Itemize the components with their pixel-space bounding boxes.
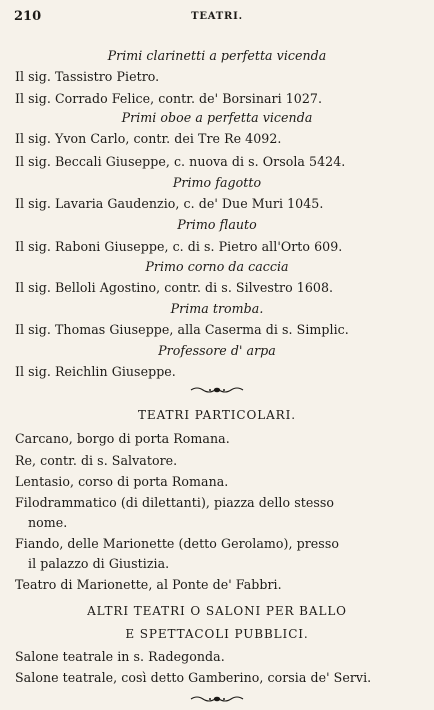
page-header [14, 6, 420, 28]
section-heading: Prima tromba. [170, 301, 264, 316]
body-line: Salone teatrale, così detto Gamberino, corsia de' Servi. [15, 670, 372, 685]
body-line: Il sig. Lavaria Gaudenzio, c. de' Due Muri 1045. [15, 196, 324, 211]
body-line: Il sig. Raboni Giuseppe, c. di s. Pietro all'Orto 609. [15, 239, 343, 254]
body-line: Teatro di Marionette, al Ponte de' Fabbri. [15, 577, 282, 592]
body-line: Il sig. Corrado Felice, contr. de' Borsinari 1027. [15, 91, 323, 106]
section-heading: Primi clarinetti a perfetta vicenda [107, 48, 327, 63]
running-head: TEATRI. [191, 11, 243, 22]
section-heading: Primo fagotto [172, 175, 262, 190]
body-line: Il sig. Beccali Giuseppe, c. nuova di s. Orsola 5424. [15, 154, 346, 169]
section-heading: ALTRI TEATRI O SALONI PER BALLO [87, 604, 347, 618]
body-line: Re, contr. di s. Salvatore. [15, 453, 178, 468]
section-heading: Primo corno da caccia [145, 259, 289, 274]
ornament-divider-icon [189, 694, 245, 704]
section-heading: E SPETTACOLI PUBBLICI. [125, 627, 309, 641]
body-line: Il sig. Yvon Carlo, contr. dei Tre Re 4092. [15, 131, 282, 146]
section-heading: Primi oboe a perfetta vicenda [121, 110, 313, 125]
body-line: Carcano, borgo di porta Romana. [15, 431, 230, 446]
body-line: Il sig. Thomas Giuseppe, alla Caserma di s. Simplic. [15, 322, 349, 337]
section-heading: TEATRI PARTICOLARI. [138, 408, 296, 422]
ornament-divider-icon [189, 385, 245, 395]
body-line: Il sig. Reichlin Giuseppe. [15, 364, 176, 379]
page-number: 210 [14, 9, 42, 24]
section-heading: Primo flauto [177, 217, 257, 232]
body-line: il palazzo di Giustizia. [28, 556, 170, 571]
body-line: Lentasio, corso di porta Romana. [15, 474, 229, 489]
body-line: Il sig. Belloli Agostino, contr. di s. Silvestro 1608. [15, 280, 334, 295]
body-line: Filodrammatico (di dilettanti), piazza dello stesso [15, 495, 334, 510]
body-line: nome. [28, 515, 68, 530]
body-line: Fiando, delle Marionette (detto Gerolamo), presso [15, 536, 339, 551]
body-line: Salone teatrale in s. Radegonda. [15, 649, 225, 664]
section-heading: Professore d' arpa [158, 343, 276, 358]
body-line: Il sig. Tassistro Pietro. [15, 69, 160, 84]
